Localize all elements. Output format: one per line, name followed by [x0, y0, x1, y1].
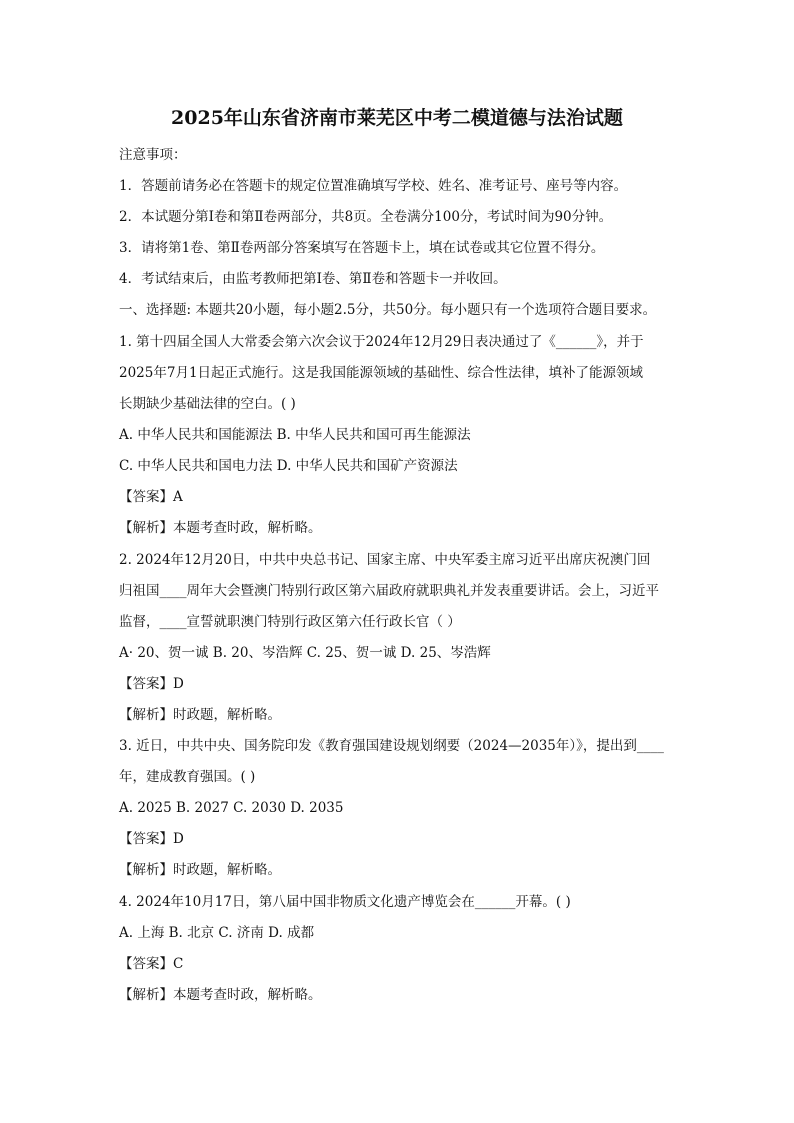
question-1-options-cd: C. 中华人民共和国电力法 D. 中华人民共和国矿产资源法	[119, 458, 458, 474]
question-2-line-3: 监督，____宣誓就职澳门特别行政区第六任行政长官（ ）	[119, 614, 461, 630]
question-4-explanation: 【解析】本题考查时政，解析略。	[119, 987, 322, 1003]
question-2-answer: 【答案】D	[119, 676, 184, 692]
question-4-answer: 【答案】C	[119, 956, 184, 972]
question-1-explanation: 【解析】本题考查时政，解析略。	[119, 520, 322, 536]
question-2-line-1: 2. 2024年12月20日，中共中央总书记、国家主席、中央军委主席习近平出席庆祝澳门回	[119, 552, 651, 568]
page-title: 2025年山东省济南市莱芜区中考二模道德与法治试题	[171, 107, 623, 129]
question-1-line-1: 1. 第十四届全国人大常委会第六次会议于2024年12月29日表决通过了《______》，并于	[119, 334, 644, 350]
question-1-line-3: 长期缺少基础法律的空白。( )	[119, 396, 296, 412]
notice-heading: 注意事项：	[119, 147, 187, 163]
question-4-options: A. 上海 B. 北京 C. 济南 D. 成都	[119, 925, 315, 941]
question-3-answer: 【答案】D	[119, 831, 184, 847]
question-3-line-1: 3. 近日，中共中央、国务院印发《教育强国建设规划纲要（2024—2035年）》，提出到____	[119, 738, 664, 754]
question-1-answer: 【答案】A	[119, 489, 183, 505]
notice-item-3: 3．请将第1卷、第Ⅱ卷两部分答案填写在答题卡上，填在试卷或其它位置不得分。	[119, 240, 605, 256]
question-1-line-2: 2025年7月1日起正式施行。这是我国能源领域的基础性、综合性法律，填补了能源领域	[119, 365, 644, 381]
question-3-line-2: 年，建成教育强国。( )	[119, 769, 256, 785]
question-3-options: A. 2025 B. 2027 C. 2030 D. 2035	[119, 800, 344, 816]
notice-item-1: 1．答题前请务必在答题卡的规定位置准确填写学校、姓名、准考证号、座号等内容。	[119, 178, 628, 194]
question-1-options-ab: A. 中华人民共和国能源法 B. 中华人民共和国可再生能源法	[119, 427, 471, 443]
question-3-explanation: 【解析】时政题，解析略。	[119, 862, 281, 878]
question-2-options: A· 20、贺一诚 B. 20、岑浩辉 C. 25、贺一诚 D. 25、岑浩辉	[119, 645, 491, 661]
section-heading: 一、选择题: 本题共20小题，每小题2.5分，共50分。每小题只有一个选项符合题目要求。	[119, 302, 657, 318]
question-2-explanation: 【解析】时政题，解析略。	[119, 707, 281, 723]
notice-item-4: 4．考试结束后，由监考教师把第Ⅰ卷、第Ⅱ卷和答题卡一并收回。	[119, 271, 507, 287]
notice-item-2: 2．本试题分第Ⅰ卷和第Ⅱ卷两部分，共8页。全卷满分100分，考试时间为90分钟。	[119, 209, 613, 225]
question-2-line-2: 归祖国____周年大会暨澳门特别行政区第六届政府就职典礼并发表重要讲话。会上，习近平	[119, 583, 659, 599]
question-4-line-1: 4. 2024年10月17日，第八届中国非物质文化遗产博览会在______开幕。( )	[119, 894, 571, 910]
